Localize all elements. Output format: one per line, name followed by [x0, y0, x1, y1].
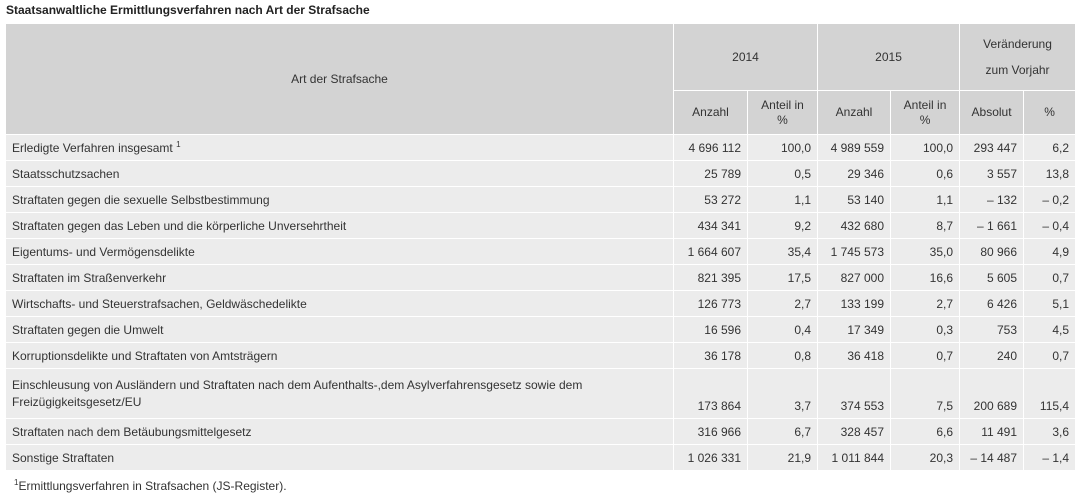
cell-veraenderung-percent: 0,7 [1024, 265, 1076, 291]
table-row [6, 369, 1076, 419]
cell-anteil-2014: 100,0 [748, 135, 818, 161]
cell-anteil-2014: 9,2 [748, 213, 818, 239]
cell-anteil-2014: 35,4 [748, 239, 818, 265]
cell-anzahl-2015: 374 553 [818, 369, 891, 419]
cell-veraenderung-absolut: – 1 661 [960, 213, 1024, 239]
cell-anteil-2014: 21,9 [748, 445, 818, 471]
header-anzahl-2014: Anzahl [674, 91, 748, 135]
row-label [6, 369, 674, 419]
row-label-text: Straftaten gegen die Umwelt [12, 322, 164, 337]
cell-anteil-2015: 0,6 [891, 161, 960, 187]
cell-anteil-2015: 7,5 [891, 369, 960, 419]
cell-anzahl-2015: 36 418 [818, 343, 891, 369]
table-title: Staatsanwaltliche Ermittlungsverfahren nach Art der Strafsache [6, 3, 370, 17]
cell-anzahl-2015: 432 680 [818, 213, 891, 239]
footnote [14, 479, 287, 493]
cell-anzahl-2014: 1 664 607 [674, 239, 748, 265]
cell-anzahl-2015: 133 199 [818, 291, 891, 317]
cell-anzahl-2014: 4 696 112 [674, 135, 748, 161]
cell-veraenderung-percent: 6,2 [1024, 135, 1076, 161]
cell-veraenderung-absolut: – 132 [960, 187, 1024, 213]
cell-anteil-2014: 0,5 [748, 161, 818, 187]
cell-anteil-2014: 0,8 [748, 343, 818, 369]
row-label-text: Korruptionsdelikte und Straftaten von Amtsträgern [12, 348, 278, 363]
table-row [6, 445, 1076, 471]
cell-anzahl-2015: 4 989 559 [818, 135, 891, 161]
cell-veraenderung-percent: – 1,4 [1024, 445, 1076, 471]
header-absolut: Absolut [960, 91, 1024, 135]
cell-veraenderung-percent: – 0,4 [1024, 213, 1076, 239]
row-label-text: Straftaten im Straßenverkehr [12, 270, 167, 285]
cell-veraenderung-absolut: 11 491 [960, 419, 1024, 445]
header-veraenderung-line1: Veränderung [983, 37, 1052, 51]
cell-anteil-2015: 8,7 [891, 213, 960, 239]
cell-anteil-2015: 0,7 [891, 343, 960, 369]
header-year-2014: 2014 [674, 24, 818, 91]
row-label [6, 135, 674, 161]
row-label [6, 291, 674, 317]
cell-veraenderung-percent: 115,4 [1024, 369, 1076, 419]
cell-anzahl-2014: 16 596 [674, 317, 748, 343]
cell-anteil-2015: 6,6 [891, 419, 960, 445]
cell-veraenderung-absolut: 240 [960, 343, 1024, 369]
cell-anteil-2015: 2,7 [891, 291, 960, 317]
cell-veraenderung-percent: 0,7 [1024, 343, 1076, 369]
header-anzahl-2015: Anzahl [818, 91, 891, 135]
cell-veraenderung-absolut: 6 426 [960, 291, 1024, 317]
row-label-text: Eigentums- und Vermögensdelikte [12, 244, 195, 259]
table-row [6, 239, 1076, 265]
row-label [6, 419, 674, 445]
row-label-text: Wirtschafts- und Steuerstrafsachen, Geldwäschedelikte [12, 296, 307, 311]
table-row [6, 135, 1076, 161]
cell-veraenderung-absolut: – 14 487 [960, 445, 1024, 471]
row-label-text: Einschleusung von Ausländern und Straftaten nach dem Aufenthalts-,dem Asylverfahrensgesetz sowie dem Freizügigkeitsgesetz/EU [12, 377, 583, 409]
row-label [6, 343, 674, 369]
cell-anzahl-2015: 53 140 [818, 187, 891, 213]
statistics-table [6, 24, 1076, 471]
header-veraenderung-line2: zum Vorjahr [985, 63, 1050, 77]
table-body [6, 135, 1076, 471]
cell-anteil-2015: 0,3 [891, 317, 960, 343]
row-label [6, 265, 674, 291]
table-row [6, 161, 1076, 187]
row-label [6, 239, 674, 265]
cell-anzahl-2014: 25 789 [674, 161, 748, 187]
cell-veraenderung-percent: 4,5 [1024, 317, 1076, 343]
cell-anzahl-2015: 1 745 573 [818, 239, 891, 265]
header-art-der-strafsache: Art der Strafsache [6, 24, 674, 135]
cell-veraenderung-absolut: 200 689 [960, 369, 1024, 419]
row-label [6, 213, 674, 239]
cell-anteil-2014: 3,7 [748, 369, 818, 419]
table-row [6, 419, 1076, 445]
cell-veraenderung-absolut: 293 447 [960, 135, 1024, 161]
row-label-text: Straftaten gegen das Leben und die körperliche Unversehrtheit [12, 218, 347, 233]
cell-veraenderung-percent: 13,8 [1024, 161, 1076, 187]
header-percent: % [1024, 91, 1076, 135]
row-label-text: Sonstige Straftaten [12, 450, 115, 465]
row-label-text: Straftaten gegen die sexuelle Selbstbestimmung [12, 192, 270, 207]
header-anteil-2014-line1: Anteil in [761, 97, 804, 112]
cell-anzahl-2014: 316 966 [674, 419, 748, 445]
header-anteil-2015-line1: Anteil in [903, 97, 947, 112]
cell-anzahl-2015: 17 349 [818, 317, 891, 343]
cell-anzahl-2014: 1 026 331 [674, 445, 748, 471]
cell-veraenderung-percent: 5,1 [1024, 291, 1076, 317]
cell-anteil-2014: 1,1 [748, 187, 818, 213]
cell-anteil-2015: 100,0 [891, 135, 960, 161]
cell-anzahl-2015: 1 011 844 [818, 445, 891, 471]
cell-anzahl-2014: 126 773 [674, 291, 748, 317]
cell-anzahl-2014: 53 272 [674, 187, 748, 213]
header-anteil-2014-line2: % [777, 112, 788, 127]
table-row [6, 187, 1076, 213]
table-row [6, 265, 1076, 291]
row-label-text: Erledigte Verfahren insgesamt [12, 140, 173, 155]
row-label-text: Staatsschutzsachen [12, 166, 120, 181]
cell-anzahl-2015: 328 457 [818, 419, 891, 445]
cell-anteil-2015: 1,1 [891, 187, 960, 213]
cell-veraenderung-absolut: 753 [960, 317, 1024, 343]
cell-anteil-2015: 35,0 [891, 239, 960, 265]
cell-anteil-2015: 20,3 [891, 445, 960, 471]
footnote-reference: 1 [176, 139, 181, 149]
cell-anteil-2014: 6,7 [748, 419, 818, 445]
header-anteil-2015 [891, 91, 960, 135]
footnote-text: Ermittlungsverfahren in Strafsachen (JS-Register). [18, 479, 287, 493]
cell-veraenderung-percent: – 0,2 [1024, 187, 1076, 213]
header-anteil-2015-line2: % [919, 112, 931, 127]
cell-anteil-2014: 17,5 [748, 265, 818, 291]
cell-anzahl-2014: 36 178 [674, 343, 748, 369]
cell-anteil-2014: 2,7 [748, 291, 818, 317]
cell-anzahl-2015: 29 346 [818, 161, 891, 187]
cell-anzahl-2014: 434 341 [674, 213, 748, 239]
cell-anzahl-2015: 827 000 [818, 265, 891, 291]
table-row [6, 317, 1076, 343]
cell-veraenderung-percent: 3,6 [1024, 419, 1076, 445]
cell-anteil-2015: 16,6 [891, 265, 960, 291]
row-label-text: Straftaten nach dem Betäubungsmittelgesetz [12, 424, 252, 439]
cell-veraenderung-absolut: 80 966 [960, 239, 1024, 265]
cell-anzahl-2014: 173 864 [674, 369, 748, 419]
row-label [6, 161, 674, 187]
header-year-2015: 2015 [818, 24, 960, 91]
cell-veraenderung-absolut: 3 557 [960, 161, 1024, 187]
table-row [6, 343, 1076, 369]
row-label [6, 187, 674, 213]
cell-veraenderung-percent: 4,9 [1024, 239, 1076, 265]
cell-anzahl-2014: 821 395 [674, 265, 748, 291]
table-row [6, 213, 1076, 239]
footnote-marker: 1 [14, 478, 19, 487]
table-row [6, 291, 1076, 317]
cell-veraenderung-absolut: 5 605 [960, 265, 1024, 291]
row-label [6, 317, 674, 343]
row-label [6, 445, 674, 471]
header-anteil-2014 [748, 91, 818, 135]
header-veraenderung [960, 24, 1076, 91]
cell-anteil-2014: 0,4 [748, 317, 818, 343]
